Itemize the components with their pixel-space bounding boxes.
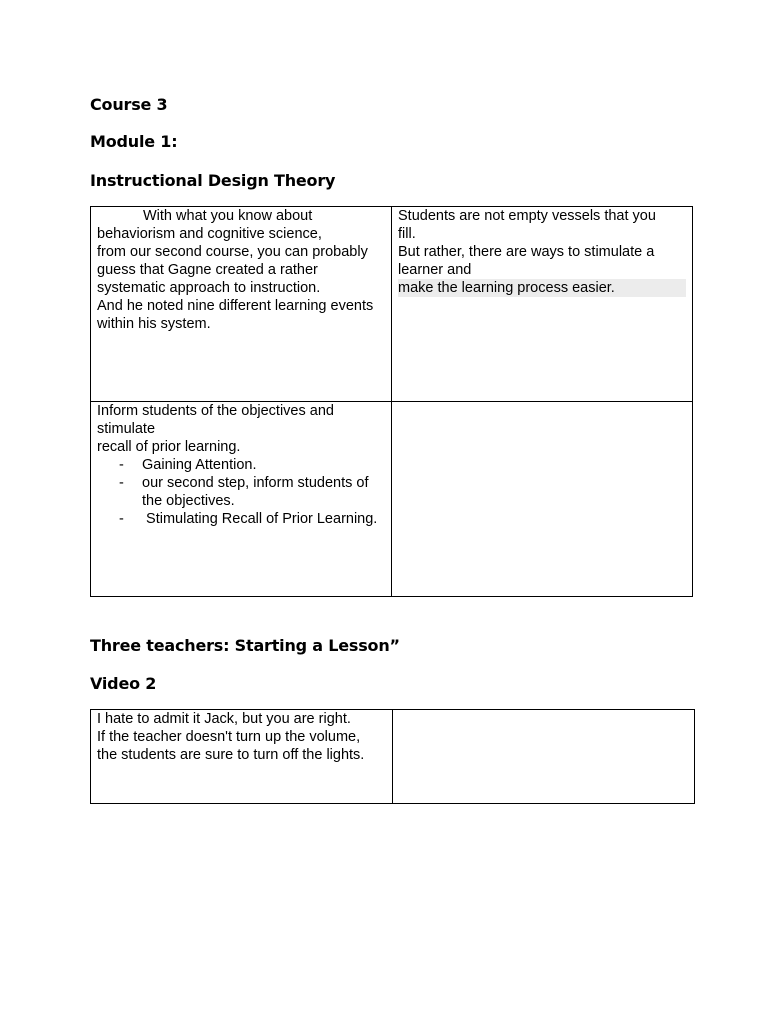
list-item-text: our second step, inform students of the objectives.: [142, 475, 369, 509]
table-row: [91, 402, 693, 597]
video-number-heading: Video 2: [90, 674, 157, 693]
notes-table-1: [90, 206, 693, 597]
text-line: And he noted nine different learning events: [97, 298, 374, 314]
list-item: [97, 456, 385, 474]
text-line: With what you know about: [143, 208, 313, 224]
text-line: If the teacher doesn't turn up the volume,: [97, 729, 361, 745]
text-line: from our second course, you can probably: [97, 244, 368, 260]
highlighted-text-line: make the learning process easier.: [398, 279, 686, 297]
module-heading: Module 1:: [90, 132, 178, 151]
text-line: systematic approach to instruction.: [97, 280, 321, 296]
list-item: [97, 474, 385, 510]
text-line: Inform students of the objectives and stimulate: [97, 403, 334, 437]
list-item-text: Gaining Attention.: [142, 457, 257, 473]
topic-heading: Instructional Design Theory: [90, 171, 336, 190]
text-line: guess that Gagne created a rather: [97, 262, 318, 278]
table-row: [91, 207, 693, 402]
text-line: But rather, there are ways to stimulate a: [398, 244, 655, 260]
text-line: recall of prior learning.: [97, 439, 241, 455]
dash-bullet: -: [119, 457, 124, 473]
text-line: within his system.: [97, 316, 211, 332]
text-line: the students are sure to turn off the lights.: [97, 747, 365, 763]
dash-bullet: -: [119, 511, 124, 527]
notes-cell-left[interactable]: [91, 710, 393, 804]
notes-cell-left[interactable]: [91, 402, 392, 597]
list-item-text: Stimulating Recall of Prior Learning.: [142, 511, 378, 527]
notes-cell-left[interactable]: [91, 207, 392, 402]
notes-cell-right[interactable]: [392, 402, 693, 597]
text-line: learner and: [398, 262, 472, 278]
list-item: [97, 510, 385, 528]
course-heading: Course 3: [90, 95, 168, 114]
notes-table-2: [90, 709, 695, 804]
text-line: I hate to admit it Jack, but you are right.: [97, 711, 351, 727]
dash-list: [97, 456, 385, 528]
table-row: [91, 710, 695, 804]
text-line: Students are not empty vessels that you: [398, 208, 656, 224]
text-line: fill.: [398, 226, 416, 242]
video-title-heading: Three teachers: Starting a Lesson”: [90, 636, 400, 655]
notes-cell-right[interactable]: [392, 207, 693, 402]
dash-bullet: -: [119, 475, 124, 491]
text-line: behaviorism and cognitive science,: [97, 226, 322, 242]
notes-cell-right[interactable]: [393, 710, 695, 804]
